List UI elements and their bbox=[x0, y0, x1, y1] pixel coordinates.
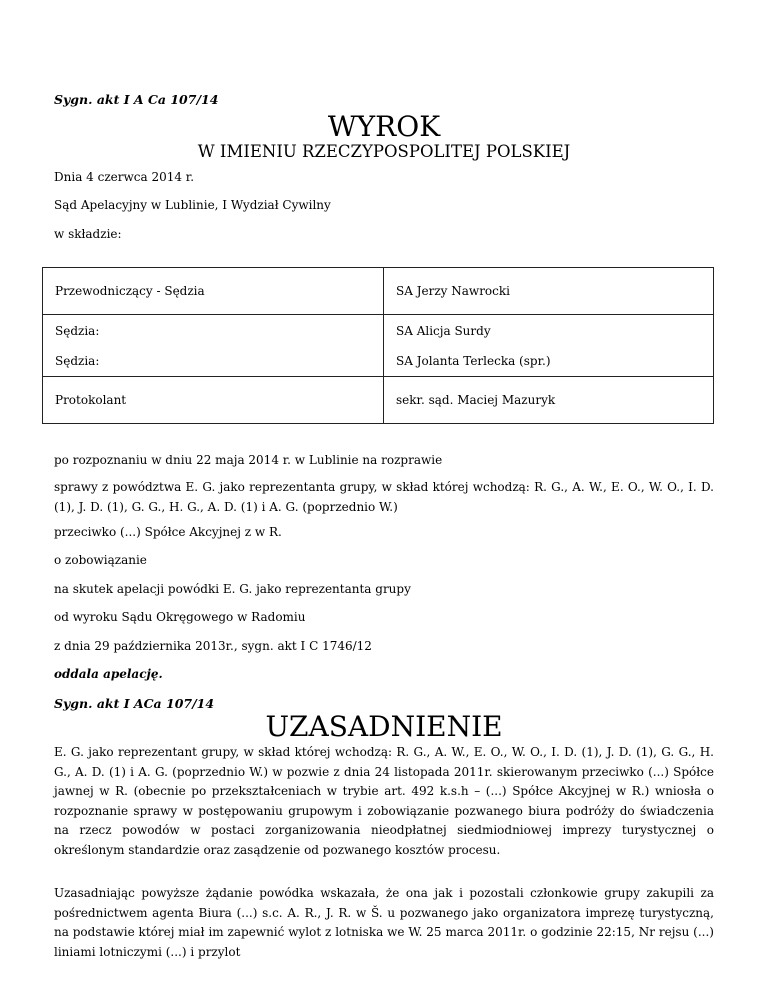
defendant: przeciwko (...) Spółce Akcyjnej z w R. bbox=[54, 525, 282, 539]
panel-role: Sędzia: bbox=[43, 315, 384, 347]
lower-court-judgment: z dnia 29 października 2013r., sygn. akt I C 1746/12 bbox=[54, 639, 372, 653]
panel-role: Sędzia: bbox=[43, 347, 384, 377]
panel-row bbox=[43, 268, 714, 315]
panel-name: SA Alicja Surdy bbox=[384, 315, 714, 347]
justification-signature: Sygn. akt I ACa 107/14 bbox=[54, 696, 215, 711]
panel-role: Przewodniczący - Sędzia bbox=[43, 268, 384, 315]
case-subject: o zobowiązanie bbox=[54, 553, 147, 567]
case-parties: sprawy z powództwa E. G. jako reprezentanta grupy, w skład której wchodzą: R. G., A. W., E. O., W. O., I. D. (1), J. D. (1), G. G., H. G., A. D. (1) i A. G. (poprzednio W.) bbox=[54, 480, 714, 514]
verdict-date: Dnia 4 czerwca 2014 r. bbox=[54, 170, 195, 184]
verdict-title: WYROK bbox=[327, 110, 441, 143]
justification-title: UZASADNIENIE bbox=[265, 710, 503, 743]
verdict-subtitle: W IMIENIU RZECZYPOSPOLITEJ POLSKIEJ bbox=[197, 142, 571, 161]
appeal-info: na skutek apelacji powódki E. G. jako reprezentanta grupy bbox=[54, 582, 411, 596]
panel-role: Protokolant bbox=[43, 377, 384, 424]
panel-row bbox=[43, 315, 714, 347]
justification-paragraph: E. G. jako reprezentant grupy, w skład której wchodzą: R. G., A. W., E. O., W. O., I. D. (1), J. D. (1), G. G., H. G., A. D. (1) i A. G. (poprzednio W.) w pozwie z dnia 24 listopada 2011r. skierowanym przeciwko (...) Spółce jawnej w R. (obecnie po przekształceniach w trybie art. 492 k.s.h – (...) Spółce Akcyjnej w R.) wniosła o rozpoznanie sprawy w postępowaniu grupowym i zobowiązanie pozwanego biura podróży do świadczenia na rzecz powodów w postaci zorganizowania nieodpłatnej siedmiodniowej imprezy turystycznej o określonym standardzie oraz zasądzenie od pozwanego kosztów procesu. bbox=[54, 745, 714, 857]
court-panel-table bbox=[42, 267, 714, 424]
lower-court: od wyroku Sądu Okręgowego w Radomiu bbox=[54, 610, 306, 624]
composition-label: w składzie: bbox=[54, 227, 122, 241]
hearing-info: po rozpoznaniu w dniu 22 maja 2014 r. w Lublinie na rozprawie bbox=[54, 453, 443, 467]
panel-name: sekr. sąd. Maciej Mazuryk bbox=[384, 377, 714, 424]
verdict-decision: oddala apelację. bbox=[54, 667, 163, 681]
panel-name: SA Jerzy Nawrocki bbox=[384, 268, 714, 315]
justification-paragraph: Uzasadniając powyższe żądanie powódka wskazała, że ona jak i pozostali członkowie grupy zakupili za pośrednictwem agenta Biura (...) s.c. A. R., J. R. w Š. u pozwanego jako organizatora imprezę turystyczną, na podstawie której miał im zapewnić wylot z lotniska we W. 25 marca 2011r. o godzinie 22:15, Nr rejsu (...) liniami lotniczymi (...) i przylot bbox=[54, 886, 714, 959]
panel-row bbox=[43, 377, 714, 424]
case-signature: Sygn. akt I A Ca 107/14 bbox=[54, 92, 219, 107]
panel-row bbox=[43, 347, 714, 377]
panel-name: SA Jolanta Terlecka (spr.) bbox=[384, 347, 714, 377]
court-name: Sąd Apelacyjny w Lublinie, I Wydział Cywilny bbox=[54, 198, 331, 212]
